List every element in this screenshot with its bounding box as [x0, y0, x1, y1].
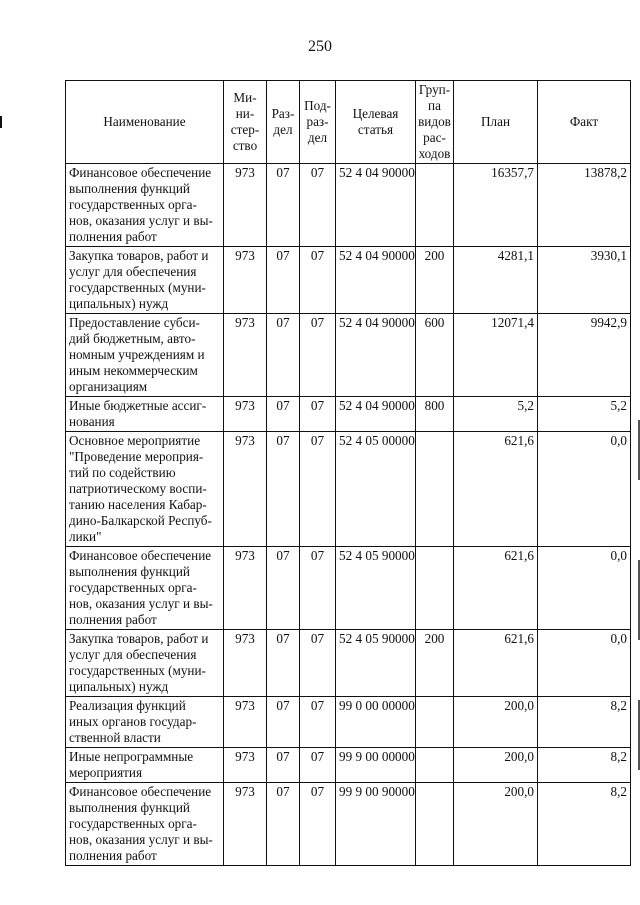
cell-fact: 13878,2: [538, 164, 631, 247]
name-line: Закупка товаров, работ и: [69, 631, 209, 646]
header-line: стер-: [230, 122, 260, 137]
cell-section: 07: [267, 314, 300, 397]
cell-target: 52 4 05 90000: [336, 547, 416, 630]
name-line: выполнения функций: [69, 800, 190, 815]
header-line: дел: [307, 130, 328, 145]
cell-section: 07: [267, 547, 300, 630]
table-row: [66, 748, 631, 783]
header-line: дел: [273, 122, 293, 137]
header-line: Наименование: [103, 114, 186, 129]
table-row: [66, 547, 631, 630]
cell-section: 07: [267, 630, 300, 697]
cell-ministry: 973: [224, 432, 267, 547]
cell-ministry: 973: [224, 164, 267, 247]
header-plan: [454, 81, 538, 164]
name-line: услуг для обеспечения: [69, 647, 197, 662]
name-line: полнения работ: [69, 848, 157, 863]
header-line: ни-: [235, 106, 255, 121]
cell-ministry: 973: [224, 783, 267, 866]
name-line: государственных (муни-: [69, 663, 206, 678]
cell-plan: 200,0: [454, 783, 538, 866]
cell-group: 600: [416, 314, 454, 397]
cell-target: 99 0 00 00000: [336, 697, 416, 748]
name-line: выполнения функций: [69, 564, 190, 579]
name-line: дий бюджетным, авто-: [69, 331, 196, 346]
header-group: [416, 81, 454, 164]
page-number: 250: [308, 38, 332, 55]
cell-subsection: 07: [300, 630, 336, 697]
name-line: мероприятия: [69, 765, 143, 780]
cell-name: [66, 432, 224, 547]
header-line: рас-: [423, 130, 446, 145]
cell-plan: 621,6: [454, 547, 538, 630]
cell-fact: 8,2: [538, 748, 631, 783]
cell-name: [66, 314, 224, 397]
cell-plan: 200,0: [454, 748, 538, 783]
cell-section: 07: [267, 397, 300, 432]
name-line: нов, оказания услуг и вы-: [69, 213, 213, 228]
cell-target: 52 4 05 00000: [336, 432, 416, 547]
cell-subsection: 07: [300, 697, 336, 748]
cell-target: 99 9 00 90000: [336, 783, 416, 866]
cell-plan: 200,0: [454, 697, 538, 748]
cell-subsection: 07: [300, 314, 336, 397]
cell-ministry: 973: [224, 547, 267, 630]
name-line: нов, оказания услуг и вы-: [69, 832, 213, 847]
header-ministry: [224, 81, 267, 164]
cell-section: 07: [267, 748, 300, 783]
cell-name: [66, 748, 224, 783]
name-line: государственных (муни-: [69, 280, 206, 295]
name-line: Иные непрограммные: [69, 749, 194, 764]
name-line: номным учреждениям и: [69, 347, 205, 362]
cell-fact: 8,2: [538, 783, 631, 866]
cell-subsection: 07: [300, 397, 336, 432]
name-line: ственной власти: [69, 730, 161, 745]
header-fact: [538, 81, 631, 164]
header-line: Груп-: [418, 82, 451, 97]
cell-subsection: 07: [300, 547, 336, 630]
name-line: полнения работ: [69, 612, 157, 627]
cell-target: 52 4 05 90000: [336, 630, 416, 697]
cell-group: [416, 697, 454, 748]
cell-target: 52 4 04 90000: [336, 164, 416, 247]
cell-group: [416, 748, 454, 783]
budget-table: [65, 80, 631, 866]
cell-section: 07: [267, 164, 300, 247]
cell-plan: 4281,1: [454, 247, 538, 314]
table-row: [66, 164, 631, 247]
scan-margin-mark: [0, 116, 2, 128]
name-line: государственных орга-: [69, 197, 197, 212]
cell-name: [66, 247, 224, 314]
table-row: [66, 630, 631, 697]
name-line: полнения работ: [69, 229, 157, 244]
cell-section: 07: [267, 432, 300, 547]
cell-ministry: 973: [224, 697, 267, 748]
name-line: услуг для обеспечения: [69, 264, 197, 279]
name-line: выполнения функций: [69, 181, 190, 196]
cell-name: [66, 164, 224, 247]
name-line: Финансовое обеспечение: [69, 548, 212, 563]
name-line: ципальных) нужд: [69, 679, 169, 694]
header-line: Под-: [304, 98, 331, 113]
cell-section: 07: [267, 247, 300, 314]
name-line: танию населения Кабар-: [69, 497, 207, 512]
name-line: лики": [69, 529, 102, 544]
cell-target: 52 4 04 90000: [336, 314, 416, 397]
name-line: дино-Балкарской Респуб-: [69, 513, 212, 528]
cell-plan: 621,6: [454, 630, 538, 697]
header-line: Факт: [569, 114, 599, 129]
header-line: статья: [357, 122, 394, 137]
name-line: Закупка товаров, работ и: [69, 248, 209, 263]
table-row: [66, 432, 631, 547]
header-line: План: [480, 114, 510, 129]
name-line: Финансовое обеспечение: [69, 784, 212, 799]
cell-name: [66, 630, 224, 697]
cell-fact: 0,0: [538, 547, 631, 630]
name-line: Основное мероприятие: [69, 433, 201, 448]
cell-subsection: 07: [300, 164, 336, 247]
name-line: патриотическому воспи-: [69, 481, 207, 496]
cell-group: 800: [416, 397, 454, 432]
cell-section: 07: [267, 697, 300, 748]
header-line: видов: [418, 114, 451, 129]
cell-name: [66, 397, 224, 432]
cell-fact: 0,0: [538, 432, 631, 547]
cell-group: [416, 432, 454, 547]
name-line: нов, оказания услуг и вы-: [69, 596, 213, 611]
cell-group: [416, 547, 454, 630]
name-line: Финансовое обеспечение: [69, 165, 212, 180]
table-row: [66, 397, 631, 432]
name-line: нования: [69, 414, 115, 429]
name-line: иных органов государ-: [69, 714, 197, 729]
cell-subsection: 07: [300, 247, 336, 314]
cell-plan: 5,2: [454, 397, 538, 432]
name-line: ципальных) нужд: [69, 296, 169, 311]
header-name: [66, 81, 224, 164]
cell-ministry: 973: [224, 748, 267, 783]
table-row: [66, 314, 631, 397]
cell-ministry: 973: [224, 397, 267, 432]
header-line: раз-: [306, 114, 329, 129]
table-row: [66, 697, 631, 748]
cell-target: 52 4 04 90000: [336, 397, 416, 432]
cell-name: [66, 697, 224, 748]
cell-fact: 8,2: [538, 697, 631, 748]
cell-section: 07: [267, 783, 300, 866]
table-row: [66, 783, 631, 866]
cell-fact: 9942,9: [538, 314, 631, 397]
cell-subsection: 07: [300, 748, 336, 783]
cell-fact: 5,2: [538, 397, 631, 432]
name-line: Иные бюджетные ассиг-: [69, 398, 207, 413]
cell-target: 52 4 04 90000: [336, 247, 416, 314]
cell-plan: 16357,7: [454, 164, 538, 247]
header-line: Ми-: [233, 90, 257, 105]
cell-subsection: 07: [300, 432, 336, 547]
cell-ministry: 973: [224, 314, 267, 397]
cell-plan: 621,6: [454, 432, 538, 547]
cell-group: [416, 783, 454, 866]
cell-fact: 3930,1: [538, 247, 631, 314]
header-line: ходов: [418, 146, 451, 161]
cell-target: 99 9 00 00000: [336, 748, 416, 783]
cell-plan: 12071,4: [454, 314, 538, 397]
header-target: [336, 81, 416, 164]
name-line: государственных орга-: [69, 816, 197, 831]
header-line: па: [428, 98, 441, 113]
cell-group: [416, 164, 454, 247]
table-row: [66, 247, 631, 314]
cell-fact: 0,0: [538, 630, 631, 697]
cell-name: [66, 783, 224, 866]
header-row: [66, 81, 631, 164]
name-line: государственных орга-: [69, 580, 197, 595]
name-line: "Проведение мероприя-: [69, 449, 204, 464]
name-line: иным некоммерческим: [69, 363, 198, 378]
cell-group: 200: [416, 630, 454, 697]
name-line: организациям: [69, 379, 148, 394]
header-section: [267, 81, 300, 164]
cell-subsection: 07: [300, 783, 336, 866]
cell-group: 200: [416, 247, 454, 314]
name-line: тий по содействию: [69, 465, 176, 480]
cell-ministry: 973: [224, 630, 267, 697]
header-line: ство: [232, 138, 258, 153]
cell-name: [66, 547, 224, 630]
header-subsection: [300, 81, 336, 164]
name-line: Предоставление субси-: [69, 315, 200, 330]
cell-ministry: 973: [224, 247, 267, 314]
header-line: Целевая: [352, 106, 399, 121]
name-line: Реализация функций: [69, 698, 186, 713]
table-body: [66, 164, 631, 866]
header-line: Раз-: [271, 106, 295, 121]
